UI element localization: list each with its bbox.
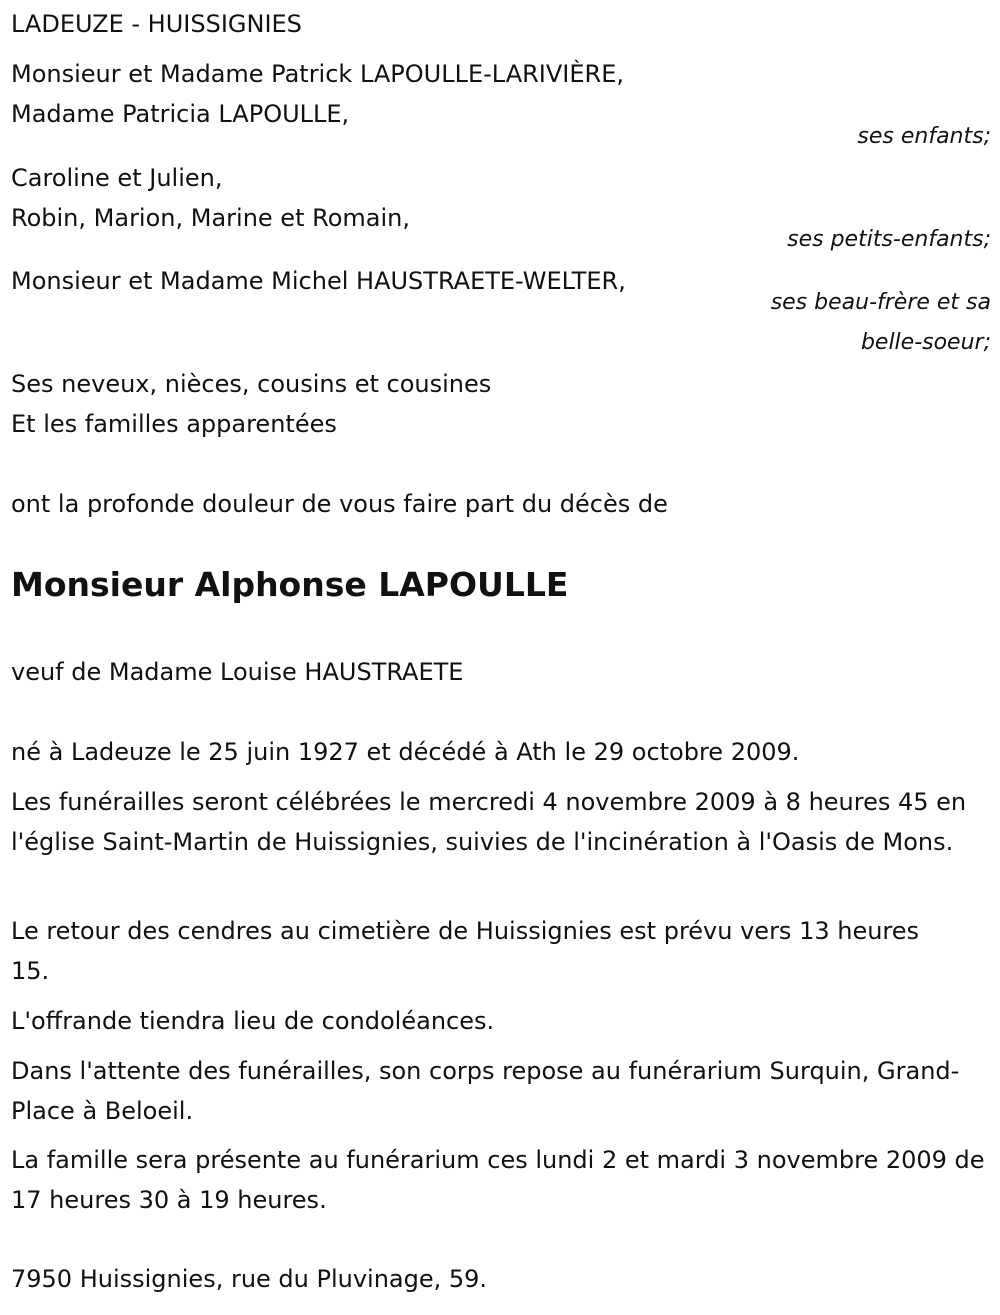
ashes-return: Le retour des cendres au cimetière de Huissignies est prévu vers 13 heures 15. [11,917,920,985]
address: 7950 Huissignies, rue du Pluvinage, 59. [11,1265,488,1293]
visitation: La famille sera présente au funérarium ces lundi 2 et mardi 3 novembre 2009 de 17 heures 30 à 19 heures. [11,1146,985,1214]
birth-death: né à Ladeuze le 25 juin 1927 et décédé à Ath le 29 octobre 2009. [11,738,800,766]
offering-note: L'offrande tiendra lieu de condoléances. [11,1007,495,1035]
children-line-2: Madame Patricia LAPOULLE, [11,100,350,128]
children-relation: ses enfants; [857,124,991,149]
children-line-1: Monsieur et Madame Patrick LAPOULLE-LARIVIÈRE, [11,60,625,88]
grandchildren-relation: ses petits-enfants; [787,227,991,252]
funeral-home: Dans l'attente des funérailles, son corps repose au funérarium Surquin, Grand-Place à Beloeil. [11,1057,960,1125]
announcement: ont la profonde douleur de vous faire part du décès de [11,490,668,518]
deceased-name: Monsieur Alphonse LAPOULLE [11,565,569,604]
funeral-details: Les funérailles seront célébrées le mercredi 4 novembre 2009 à 8 heures 45 en l'église Saint-Martin de Huissignies, suivies de l'incinération à l'Oasis de Mons. [11,788,967,856]
others-line-2: Et les familles apparentées [11,410,337,438]
inlaws-relation-1: ses beau-frère et sa [770,290,991,315]
inlaws-line: Monsieur et Madame Michel HAUSTRAETE-WELTER, [11,267,626,295]
inlaws-relation-2: belle-soeur; [860,330,991,355]
location-header: LADEUZE - HUISSIGNIES [11,10,302,38]
grandchildren-line-1: Caroline et Julien, [11,164,223,192]
others-line-1: Ses neveux, nièces, cousins et cousines [11,370,492,398]
widow-of: veuf de Madame Louise HAUSTRAETE [11,658,464,686]
grandchildren-line-2: Robin, Marion, Marine et Romain, [11,204,410,232]
